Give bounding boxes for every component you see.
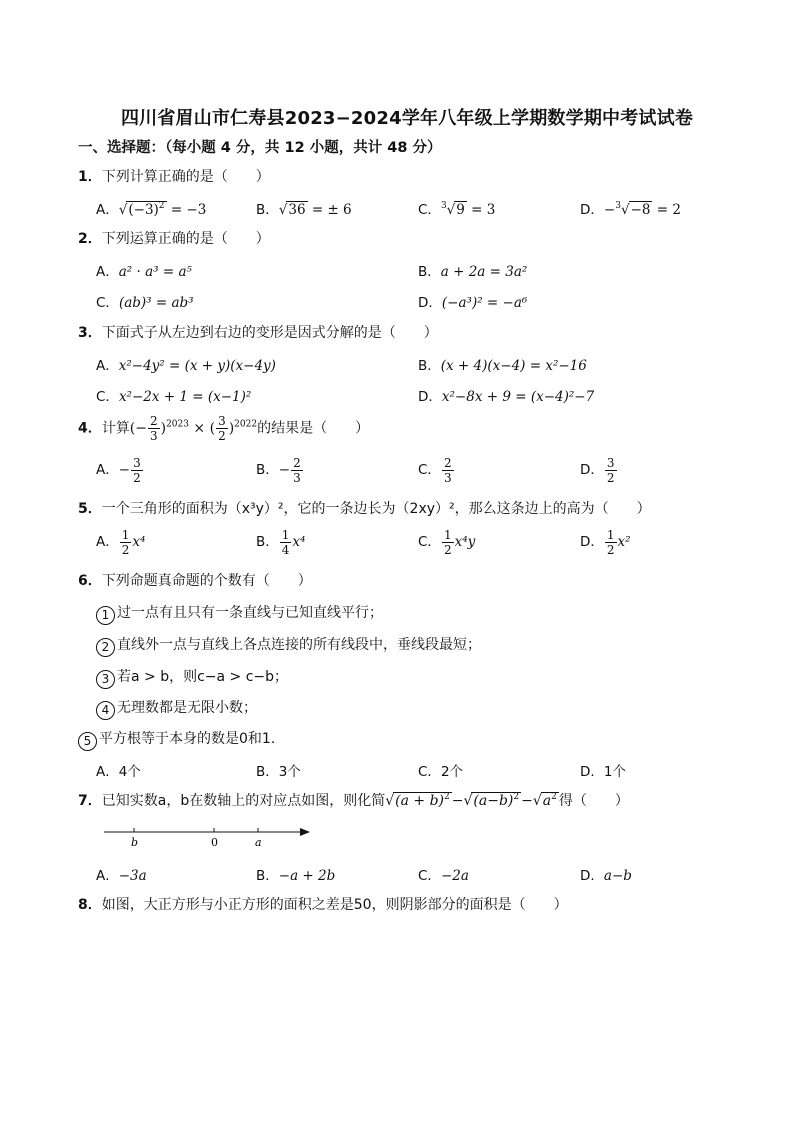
option-3b: B．(x + 4)(x−4) = x²−16 bbox=[418, 358, 587, 374]
option-3a: A．x²−4y² = (x + y)(x−4y) bbox=[96, 358, 276, 374]
option-5b: B． $\frac{1}{4}$ x⁴ bbox=[256, 528, 306, 557]
label-b: b bbox=[131, 836, 139, 849]
option-2d: D．(−a³)² = −a⁶ bbox=[418, 295, 528, 311]
option-5d: D． $\frac{1}{2}$ x² bbox=[580, 528, 631, 557]
option-6b: B．3个 bbox=[256, 764, 301, 780]
question-3: 3．下面式子从左边到右边的变形是因式分解的是（ ） bbox=[78, 325, 438, 341]
question-1 bbox=[78, 166, 270, 186]
option-7b: B．−a + 2b bbox=[256, 868, 336, 884]
option-1c: C．$^3$√9 = 3 bbox=[418, 201, 496, 218]
label-a: a bbox=[255, 836, 262, 849]
option-2c: C．(ab)³ = ab³ bbox=[96, 295, 194, 311]
option-7c: C．−2a bbox=[418, 868, 469, 884]
option-6d: D．1个 bbox=[580, 764, 626, 780]
question-6: 6．下列命题真命题的个数有（ ） bbox=[78, 573, 312, 589]
option-3d: D．x²−8x + 9 = (x−4)²−7 bbox=[418, 389, 595, 405]
label-zero: 0 bbox=[211, 836, 218, 849]
axis-arrow-icon bbox=[300, 828, 310, 836]
option-4a: A．− $\frac{3}{2}$ bbox=[96, 456, 141, 485]
statement-4: 4 无理数都是无限小数； bbox=[96, 697, 257, 720]
option-1b: B．√36 = ± 6 bbox=[256, 202, 352, 218]
page-title: 四川省眉山市仁寿县2023−2024学年八年级上学期数学期中考试试卷 bbox=[120, 108, 694, 129]
option-5c: C． $\frac{1}{2}$ x⁴y bbox=[418, 528, 476, 557]
question-5: 5．一个三角形的面积为（x³y）²，它的一条边长为（2xy）²，那么这条边上的高为（ ） bbox=[78, 501, 651, 517]
number-line-figure bbox=[100, 822, 320, 850]
option-2b: B．a + 2a = 3a² bbox=[418, 264, 528, 280]
option-1a: A．$√(-3)^2 = -3$ bbox=[96, 201, 207, 218]
option-5a: A． $\frac{1}{2}$ x⁴ bbox=[96, 528, 146, 557]
question-4: 4．计算(− $\frac{2}{3}$ )$^{2023}$ × ( $\frac{3}{2}$ )$^{2022}$的结果是（ ） bbox=[78, 414, 370, 443]
option-2a: A．a² · a³ = a⁵ bbox=[96, 264, 192, 280]
question-stem: 下列计算正确的是（ ） bbox=[101, 169, 270, 185]
statement-2: 2 直线外一点与直线上各点连接的所有线段中，垂线段最短； bbox=[96, 634, 481, 657]
option-4d: D． $\frac{3}{2}$ bbox=[580, 456, 615, 485]
question-number: 1． bbox=[78, 169, 102, 185]
statement-1: 1 过一点有且只有一条直线与已知直线平行； bbox=[96, 602, 383, 625]
option-7d: D．a−b bbox=[580, 868, 632, 884]
option-7a: A．−3a bbox=[96, 868, 147, 884]
option-3c: C．x²−2x + 1 = (x−1)² bbox=[96, 389, 252, 405]
option-4c: C． $\frac{2}{3}$ bbox=[418, 456, 452, 485]
question-2: 2．下列运算正确的是（ ） bbox=[78, 231, 270, 247]
question-8: 8．如图，大正方形与小正方形的面积之差是50，则阴影部分的面积是（ ） bbox=[78, 897, 568, 913]
option-6a: A．4个 bbox=[96, 764, 141, 780]
section-heading: 一、选择题：（每小题 4 分，共 12 小题，共计 48 分） bbox=[78, 140, 442, 156]
option-6c: C．2个 bbox=[418, 764, 464, 780]
statement-3: 3 若a > b，则c−a > c−b； bbox=[96, 666, 288, 689]
option-1d: D．−$^3$√−8 = 2 bbox=[580, 201, 681, 218]
option-4b: B．− $\frac{2}{3}$ bbox=[256, 456, 301, 485]
question-7: 7．已知实数a，b在数轴上的对应点如图，则化简$√(a + b)^2 -√(a-b)^2 -√a^2$ 得（ ） bbox=[78, 792, 629, 809]
statement-5: 5 平方根等于本身的数是0和1. bbox=[78, 728, 275, 751]
